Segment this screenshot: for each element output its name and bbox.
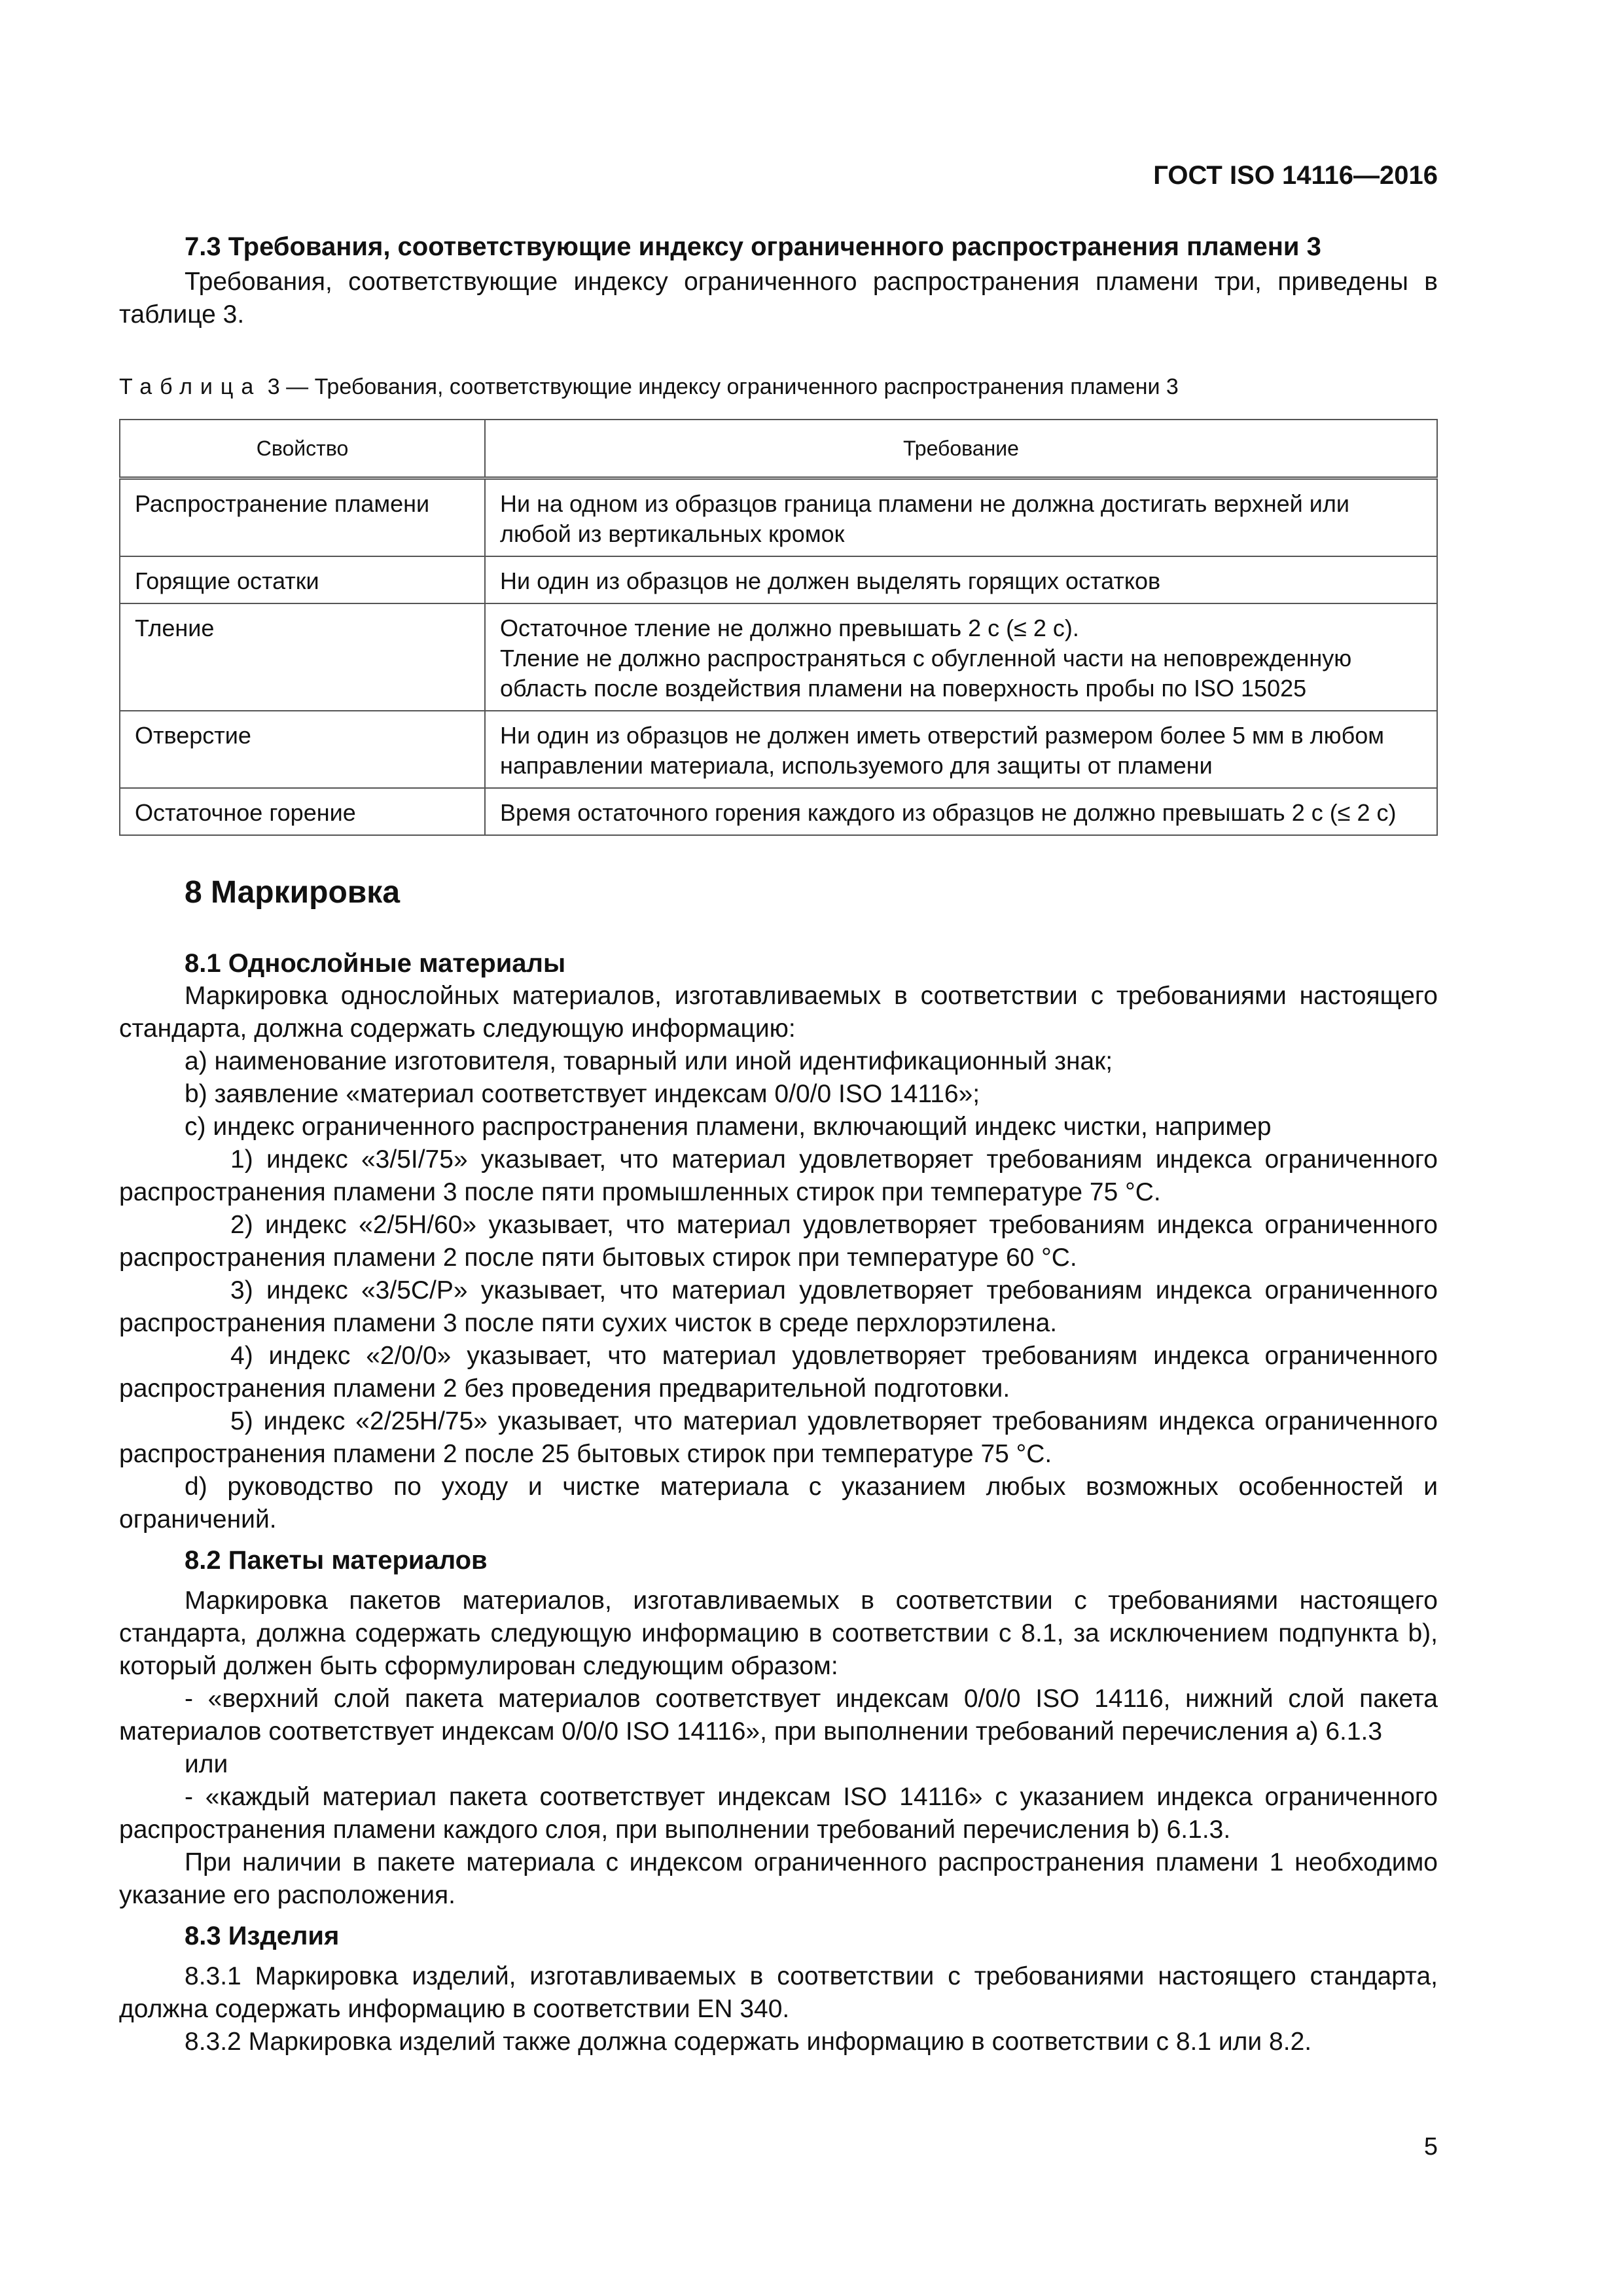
page-number: 5 xyxy=(1423,2133,1438,2161)
section-8-2-intro: Маркировка пакетов материалов, изготавливаемых в соответствии с требованиями настоящего стандарта, должна содержать следующую информацию в соответствии с 8.1, за исключением подпункта b), который должен быть сформулирован следующим образом: xyxy=(119,1587,1438,1680)
table-cell-requirement: Ни один из образцов не должен иметь отверстий размером более 5 мм в любом направлении материала, используемого для защиты от пламени xyxy=(485,711,1437,788)
list-item-c3: 3) индекс «3/5C/P» указывает, что материал удовлетворяет требованиям индекса ограниченного распространения пламени 3 после пяти сухих чисток в среде перхлорэтилена. xyxy=(119,1276,1438,1337)
table-row xyxy=(120,556,1437,603)
section-8-1-heading: 8.1 Однослойные материалы xyxy=(185,949,566,978)
section-7-3-text: Требования, соответствующие индексу ограниченного распространения пламени три, приведены в таблице 3. xyxy=(119,268,1438,329)
table-cell-property: Отверстие xyxy=(120,711,485,788)
section-8-1-intro: Маркировка однослойных материалов, изготавливаемых в соответствии с требованиями настоящего стандарта, должна содержать следующую информацию: xyxy=(119,982,1438,1043)
table-cell-requirement: Время остаточного горения каждого из образцов не должно превышать 2 с (≤ 2 с) xyxy=(485,788,1437,835)
column-header-property: Свойство xyxy=(120,420,485,478)
section-8-2-dash-1: - «верхний слой пакета материалов соответствует индексам 0/0/0 ISO 14116, нижний слой пакета материалов соответствует индексам 0/0/0 ISO 14116», при выполнении требований перечисления а) 6.1.3 xyxy=(119,1685,1438,1746)
requirement-line: Тление не должно распространяться с обугленной части на неповрежденную область после воздействия пламени на поверхность пробы по ISO 15025 xyxy=(500,645,1352,702)
section-8-2-dash-2: - «каждый материал пакета соответствует индексам ISO 14116» с указанием индекса ограниченного распространения пламени каждого слоя, при выполнении требований перечисления b) 6.1.3. xyxy=(119,1783,1438,1844)
table-cell-property: Тление xyxy=(120,603,485,711)
table-3-caption xyxy=(119,370,1438,403)
table-cell-property: Остаточное горение xyxy=(120,788,485,835)
page-content xyxy=(119,157,1438,2058)
list-item-a: a) наименование изготовителя, товарный или иной идентификационный знак; xyxy=(185,1047,1113,1075)
requirements-table xyxy=(119,419,1438,836)
list-item-c1: 1) индекс «3/5I/75» указывает, что материал удовлетворяет требованиям индекса ограниченного распространения пламени 3 после пяти промышленных стирок при температуре 75 °С. xyxy=(119,1145,1438,1206)
table-row xyxy=(120,711,1437,788)
section-7-3-heading: 7.3 Требования, соответствующие индексу ограниченного распространения пламени 3 xyxy=(185,232,1321,261)
list-item-d: d) руководство по уходу и чистке материала с указанием любых возможных особенностей и ограничений. xyxy=(119,1473,1438,1534)
list-item-c2: 2) индекс «2/5H/60» указывает, что материал удовлетворяет требованиям индекса ограниченного распространения пламени 2 после пяти бытовых стирок при температуре 60 °С. xyxy=(119,1211,1438,1272)
table-cell-property: Горящие остатки xyxy=(120,556,485,603)
list-item-c: c) индекс ограниченного распространения пламени, включающий индекс чистки, например xyxy=(185,1113,1272,1141)
list-item-c5: 5) индекс «2/25H/75» указывает, что материал удовлетворяет требованиям индекса ограниченного распространения пламени 2 после 25 бытовых стирок при температуре 75 °С. xyxy=(119,1407,1438,1468)
section-8-2-or: или xyxy=(185,1750,228,1778)
section-8-3-2: 8.3.2 Маркировка изделий также должна содержать информацию в соответствии с 8.1 или 8.2. xyxy=(185,2028,1312,2056)
section-8-3-heading: 8.3 Изделия xyxy=(185,1922,340,1950)
section-8-3-1: 8.3.1 Маркировка изделий, изготавливаемых в соответствии с требованиями настоящего стандарта, должна содержать информацию в соответствии EN 340. xyxy=(119,1962,1438,2023)
table-cell-property: Распространение пламени xyxy=(120,478,485,557)
requirement-line: Остаточное тление не должно превышать 2 с (≤ 2 с). xyxy=(500,615,1079,641)
document-code: ГОСТ ISO 14116—2016 xyxy=(1153,161,1438,190)
column-header-requirement: Требование xyxy=(485,420,1437,478)
table-caption-label: Таблица xyxy=(119,374,262,399)
table-row xyxy=(120,603,1437,711)
section-8-heading: 8 Маркировка xyxy=(185,875,401,910)
list-item-c4: 4) индекс «2/0/0» указывает, что материал удовлетворяет требованиям индекса ограниченного распространения пламени 2 без проведения предварительной подготовки. xyxy=(119,1342,1438,1403)
table-cell-requirement: Ни один из образцов не должен выделять горящих остатков xyxy=(485,556,1437,603)
table-cell-requirement: Ни на одном из образцов граница пламени не должна достигать верхней или любой из вертикальных кромок xyxy=(485,478,1437,557)
table-caption-text: 3 — Требования, соответствующие индексу ограниченного распространения пламени 3 xyxy=(267,374,1179,399)
list-item-b: b) заявление «материал соответствует индексам 0/0/0 ISO 14116»; xyxy=(185,1080,980,1108)
table-row xyxy=(120,788,1437,835)
table-row xyxy=(120,478,1437,557)
table-header-row xyxy=(120,420,1437,478)
section-8-2-note: При наличии в пакете материала с индексом ограниченного распространения пламени 1 необходимо указание его расположения. xyxy=(119,1848,1438,1909)
table-cell-requirement xyxy=(485,603,1437,711)
section-8-2-heading: 8.2 Пакеты материалов xyxy=(185,1546,488,1575)
